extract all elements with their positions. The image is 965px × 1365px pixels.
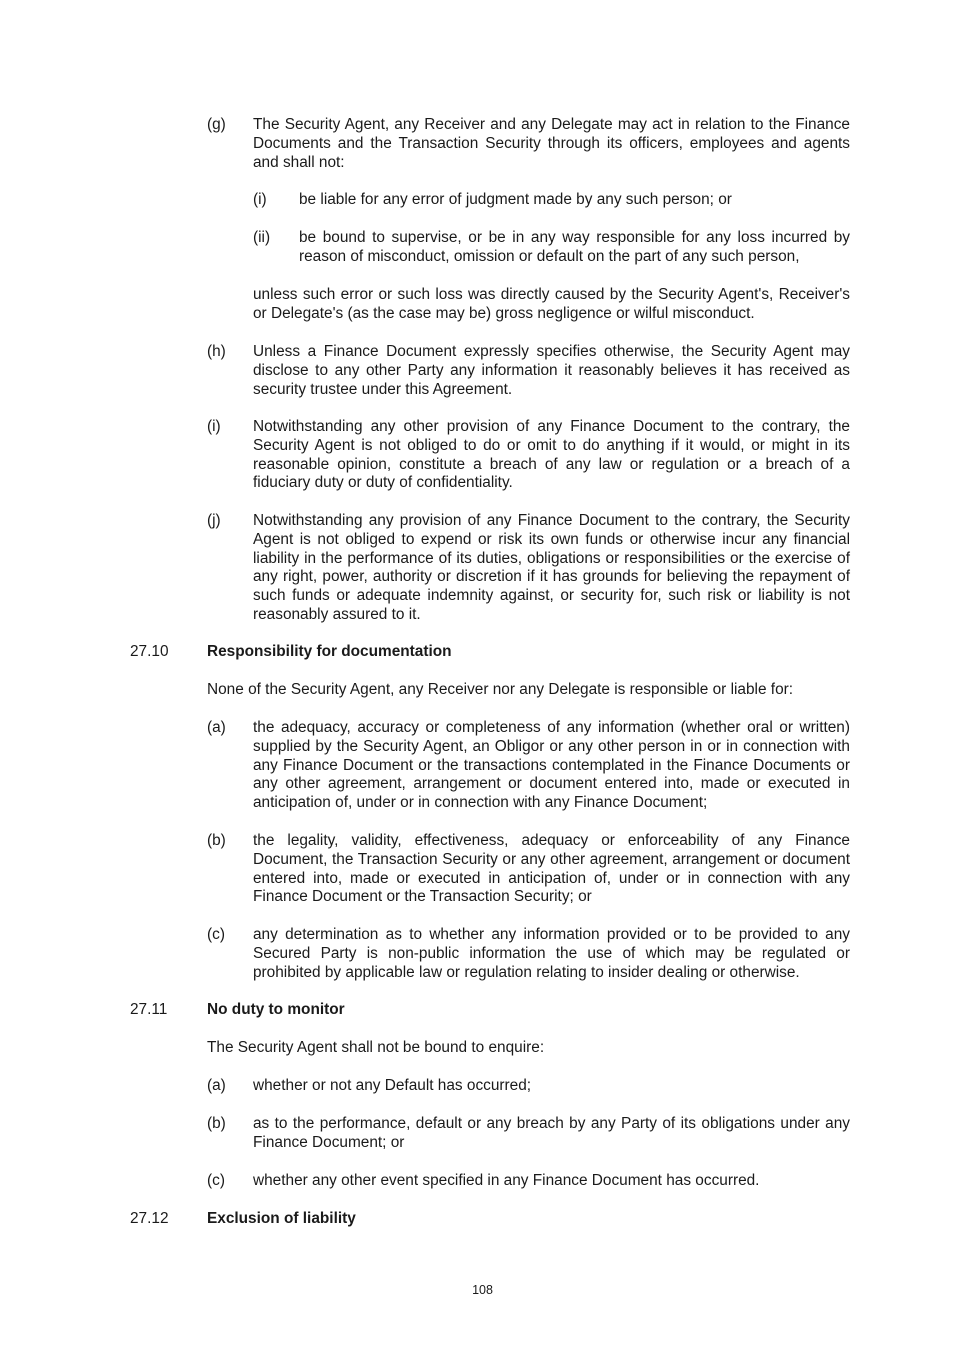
subitem-label-ii: (ii) (253, 229, 271, 246)
section-title-27-11: No duty to monitor (207, 1001, 345, 1018)
subitem-text-ii: be bound to supervise, or be in any way responsible for any loss incurred by reason of misconduct, omission or default on the part of any such person, (299, 229, 850, 265)
item-label-27-11-c: (c) (207, 1172, 225, 1189)
item-text-27-10-c: any determination as to whether any information provided or to be provided to any Secured Party is non-public information the use of which may be regulated or prohibited by applicable law or regulation relating to insider dealing or otherwise. (253, 926, 850, 981)
item-text-27-10-b: the legality, validity, effectiveness, adequacy or enforceability of any Finance Document, the Transaction Security or any other agreement, arrangement or document entered into, made or executed in anticipation of, under or in connection with any Finance Document or the Transaction Security; or (253, 832, 850, 906)
item-text-g: The Security Agent, any Receiver and any Delegate may act in relation to the Finance Documents and the Transaction Security through its officers, employees and agents and shall not: (253, 116, 850, 171)
item-label-j: (j) (207, 512, 221, 529)
item-label-g: (g) (207, 116, 226, 133)
section-title-27-12: Exclusion of liability (207, 1210, 356, 1227)
section-intro-27-11: The Security Agent shall not be bound to enquire: (207, 1039, 545, 1056)
item-g-tail: unless such error or such loss was directly caused by the Security Agent's, Receiver's or Delegate's (as the case may be) gross negligence or wilful misconduct. (253, 286, 850, 322)
section-number-27-12: 27.12 (130, 1210, 169, 1227)
item-text-27-11-a: whether or not any Default has occurred; (253, 1077, 532, 1094)
subitem-label-i: (i) (253, 191, 267, 208)
item-text-h: Unless a Finance Document expressly specifies otherwise, the Security Agent may disclose to any other Party any information it reasonably believes it has received as security trustee under this Agreement. (253, 343, 850, 398)
item-text-27-10-a: the adequacy, accuracy or completeness of any information (whether oral or written) supplied by the Security Agent, an Obligor or any other person in or in connection with any Finance Document or the transactions contemplated in the Finance Documents or any other agreement, arrangement or document entered into, made or executed in anticipation of, under or in connection with any Finance Document; (253, 719, 850, 812)
section-intro-27-10: None of the Security Agent, any Receiver nor any Delegate is responsible or liable for: (207, 681, 794, 698)
item-label-27-10-b: (b) (207, 832, 226, 849)
subitem-text-i: be liable for any error of judgment made by any such person; or (299, 191, 732, 208)
item-label-h: (h) (207, 343, 226, 360)
item-text-j: Notwithstanding any provision of any Finance Document to the contrary, the Security Agent is not obliged to expend or risk its own funds or otherwise incur any financial liability in the performance of its duties, obligations or responsibilities or the exercise of any right, power, authority or discretion if it has grounds for believing the repayment of such funds or adequate indemnity against, or security for, such risk or liability is not reasonably assured to it. (253, 512, 850, 623)
section-number-27-11: 27.11 (130, 1001, 168, 1018)
item-label-27-11-b: (b) (207, 1115, 226, 1132)
page-number: 108 (472, 1283, 493, 1297)
item-text-27-11-c: whether any other event specified in any Finance Document has occurred. (253, 1172, 760, 1189)
section-title-27-10: Responsibility for documentation (207, 643, 452, 660)
item-text-27-11-b: as to the performance, default or any breach by any Party of its obligations under any Finance Document; or (253, 1115, 850, 1151)
item-label-27-11-a: (a) (207, 1077, 226, 1094)
item-label-27-10-a: (a) (207, 719, 226, 736)
section-number-27-10: 27.10 (130, 643, 169, 660)
item-label-i: (i) (207, 418, 221, 435)
item-label-27-10-c: (c) (207, 926, 225, 943)
item-text-i: Notwithstanding any other provision of any Finance Document to the contrary, the Security Agent is not obliged to do or omit to do anything if it would, or might in its reasonable opinion, constitute a breach of any law or regulation or a breach of a fiduciary duty or duty of confidentiality. (253, 418, 850, 492)
